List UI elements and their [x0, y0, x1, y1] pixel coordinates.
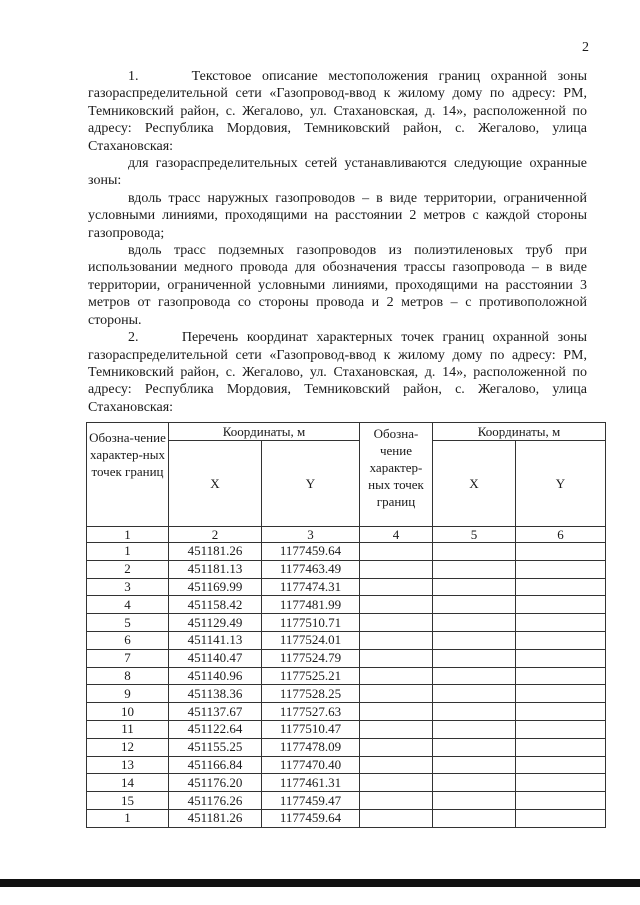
- table-cell: 1177463.49: [262, 560, 360, 578]
- table-cell: [360, 631, 433, 649]
- table-cell: 15: [87, 792, 169, 810]
- header-point-designation-left: Обозна-чение характер-ных точек границ: [87, 423, 169, 527]
- table-row: [87, 560, 606, 578]
- header-y-left: Y: [262, 441, 360, 527]
- table-cell: 1177474.31: [262, 578, 360, 596]
- table-cell: [360, 703, 433, 721]
- coordinates-table: [86, 422, 606, 828]
- table-cell: [360, 756, 433, 774]
- table-cell: 1177481.99: [262, 596, 360, 614]
- table-cell: 451138.36: [169, 685, 262, 703]
- table-cell: [516, 738, 606, 756]
- table-cell: 13: [87, 756, 169, 774]
- column-number: 1: [87, 527, 169, 543]
- table-cell: 451140.96: [169, 667, 262, 685]
- paragraph-2: для газораспределительных сетей устанавливаются следующие охранные зоны:: [88, 156, 587, 189]
- table-row: [87, 578, 606, 596]
- table-cell: 451137.67: [169, 703, 262, 721]
- table-cell: [433, 543, 516, 561]
- table-cell: [360, 774, 433, 792]
- table-cell: 1177461.31: [262, 774, 360, 792]
- table-cell: [516, 667, 606, 685]
- table-row: [87, 543, 606, 561]
- header-coordinates-left: Координаты, м: [169, 423, 360, 441]
- table-cell: 11: [87, 720, 169, 738]
- table-cell: 1: [87, 543, 169, 561]
- table-cell: 451169.99: [169, 578, 262, 596]
- table-cell: [433, 809, 516, 827]
- header-point-designation-right: Обозна-чение характер-ных точек границ: [360, 423, 433, 527]
- table-cell: [516, 756, 606, 774]
- table-row: [87, 631, 606, 649]
- table-cell: [516, 543, 606, 561]
- page-number: 2: [582, 40, 589, 55]
- table-cell: [433, 703, 516, 721]
- table-cell: 4: [87, 596, 169, 614]
- table-cell: [360, 614, 433, 632]
- table-row: [87, 792, 606, 810]
- table-cell: 1177510.47: [262, 720, 360, 738]
- table-cell: [433, 756, 516, 774]
- table-cell: [360, 685, 433, 703]
- table-cell: 1177527.63: [262, 703, 360, 721]
- table-cell: [360, 649, 433, 667]
- table-cell: [360, 560, 433, 578]
- table-cell: 451155.25: [169, 738, 262, 756]
- table-cell: [433, 720, 516, 738]
- table-cell: [433, 631, 516, 649]
- table-cell: 7: [87, 649, 169, 667]
- table-cell: 1177459.64: [262, 543, 360, 561]
- table-cell: 451166.84: [169, 756, 262, 774]
- table-row: [87, 774, 606, 792]
- table-cell: 451158.42: [169, 596, 262, 614]
- table-cell: [360, 578, 433, 596]
- table-cell: [516, 774, 606, 792]
- table-cell: 1177525.21: [262, 667, 360, 685]
- paragraph-3: вдоль трасс наружных газопроводов – в виде территории, ограниченной условными линиями, проходящими на расстоянии 2 метров с каждой стороны газопровода;: [88, 190, 587, 241]
- header-x-left: X: [169, 441, 262, 527]
- table-cell: 451176.26: [169, 792, 262, 810]
- table-cell: [516, 596, 606, 614]
- table-cell: [516, 720, 606, 738]
- table-cell: [433, 560, 516, 578]
- table-row: [87, 756, 606, 774]
- table-row: [87, 667, 606, 685]
- table-cell: [433, 685, 516, 703]
- paragraph-1: 1. Текстовое описание местоположения границ охранной зоны газораспределительной сети «Газопровод-ввод к жилому дому по адресу: РМ, Темниковский район, с. Жегалово, ул. Стахановская, д. 14», расположенной по адресу: Республика Мордовия, Темниковский район, с. Жегалово, улица Стахановская:: [88, 69, 587, 154]
- document-body: [88, 68, 587, 416]
- table-cell: 1177524.01: [262, 631, 360, 649]
- table-cell: [360, 792, 433, 810]
- paragraph-5: 2. Перечень координат характерных точек границ охранной зоны газораспределительной сети «Газопровод-ввод к жилому дому по адресу: РМ, Темниковский район, с. Жегалово, ул. Стахановская, д. 14», расположенной по адресу: Республика Мордовия, Темниковский район, с. Жегалово, улица Стахановская:: [88, 330, 587, 415]
- table-cell: [516, 560, 606, 578]
- table-row: [87, 596, 606, 614]
- table-cell: [433, 649, 516, 667]
- header-coordinates-right: Координаты, м: [433, 423, 606, 441]
- column-number: 6: [516, 527, 606, 543]
- table-cell: [433, 614, 516, 632]
- column-number: 2: [169, 527, 262, 543]
- table-row: [87, 614, 606, 632]
- table-cell: 12: [87, 738, 169, 756]
- table-row: [87, 649, 606, 667]
- table-cell: [433, 774, 516, 792]
- table-cell: [516, 614, 606, 632]
- table-cell: [360, 720, 433, 738]
- table-cell: 9: [87, 685, 169, 703]
- table-cell: [360, 809, 433, 827]
- table-cell: 451122.64: [169, 720, 262, 738]
- table-cell: 1177470.40: [262, 756, 360, 774]
- table-cell: 6: [87, 631, 169, 649]
- table-row: [87, 685, 606, 703]
- table-cell: 14: [87, 774, 169, 792]
- table-cell: [516, 649, 606, 667]
- table-cell: [433, 792, 516, 810]
- table-row: [87, 720, 606, 738]
- header-y-right: Y: [516, 441, 606, 527]
- table-cell: [360, 596, 433, 614]
- table-cell: 8: [87, 667, 169, 685]
- table-cell: 451141.13: [169, 631, 262, 649]
- table-cell: [516, 792, 606, 810]
- header-x-right: X: [433, 441, 516, 527]
- table-cell: 451181.26: [169, 543, 262, 561]
- bottom-scan-border: [0, 879, 640, 887]
- table-cell: 1177459.64: [262, 809, 360, 827]
- table-cell: 1177478.09: [262, 738, 360, 756]
- table-cell: [360, 667, 433, 685]
- table-cell: [433, 738, 516, 756]
- table-row: [87, 703, 606, 721]
- column-number: 5: [433, 527, 516, 543]
- table-cell: [360, 543, 433, 561]
- table-cell: [516, 578, 606, 596]
- table-row: [87, 809, 606, 827]
- table-cell: 2: [87, 560, 169, 578]
- paragraph-4: вдоль трасс подземных газопроводов из полиэтиленовых труб при использовании медного провода для обозначения трассы газопровода – в виде территории, ограниченной условными линиями, проходящими на расстоянии 3 метров от газопровода со стороны провода и 2 метров – с противоположной стороны.: [88, 243, 587, 328]
- table-cell: 451181.26: [169, 809, 262, 827]
- table-cell: [516, 809, 606, 827]
- table-cell: 1177510.71: [262, 614, 360, 632]
- table-cell: 451140.47: [169, 649, 262, 667]
- table-cell: 451129.49: [169, 614, 262, 632]
- table-cell: [516, 685, 606, 703]
- column-number-row: [87, 527, 606, 543]
- table-cell: [360, 738, 433, 756]
- table-cell: 1177524.79: [262, 649, 360, 667]
- table-cell: 451181.13: [169, 560, 262, 578]
- table-cell: 1: [87, 809, 169, 827]
- column-number: 3: [262, 527, 360, 543]
- table-cell: [433, 596, 516, 614]
- table-cell: 1177459.47: [262, 792, 360, 810]
- table-cell: [433, 578, 516, 596]
- table-cell: [516, 703, 606, 721]
- table-cell: 1177528.25: [262, 685, 360, 703]
- column-number: 4: [360, 527, 433, 543]
- table-cell: [516, 631, 606, 649]
- table-row: [87, 738, 606, 756]
- table-cell: 10: [87, 703, 169, 721]
- table-cell: [433, 667, 516, 685]
- table-cell: 5: [87, 614, 169, 632]
- table-cell: 3: [87, 578, 169, 596]
- table-cell: 451176.20: [169, 774, 262, 792]
